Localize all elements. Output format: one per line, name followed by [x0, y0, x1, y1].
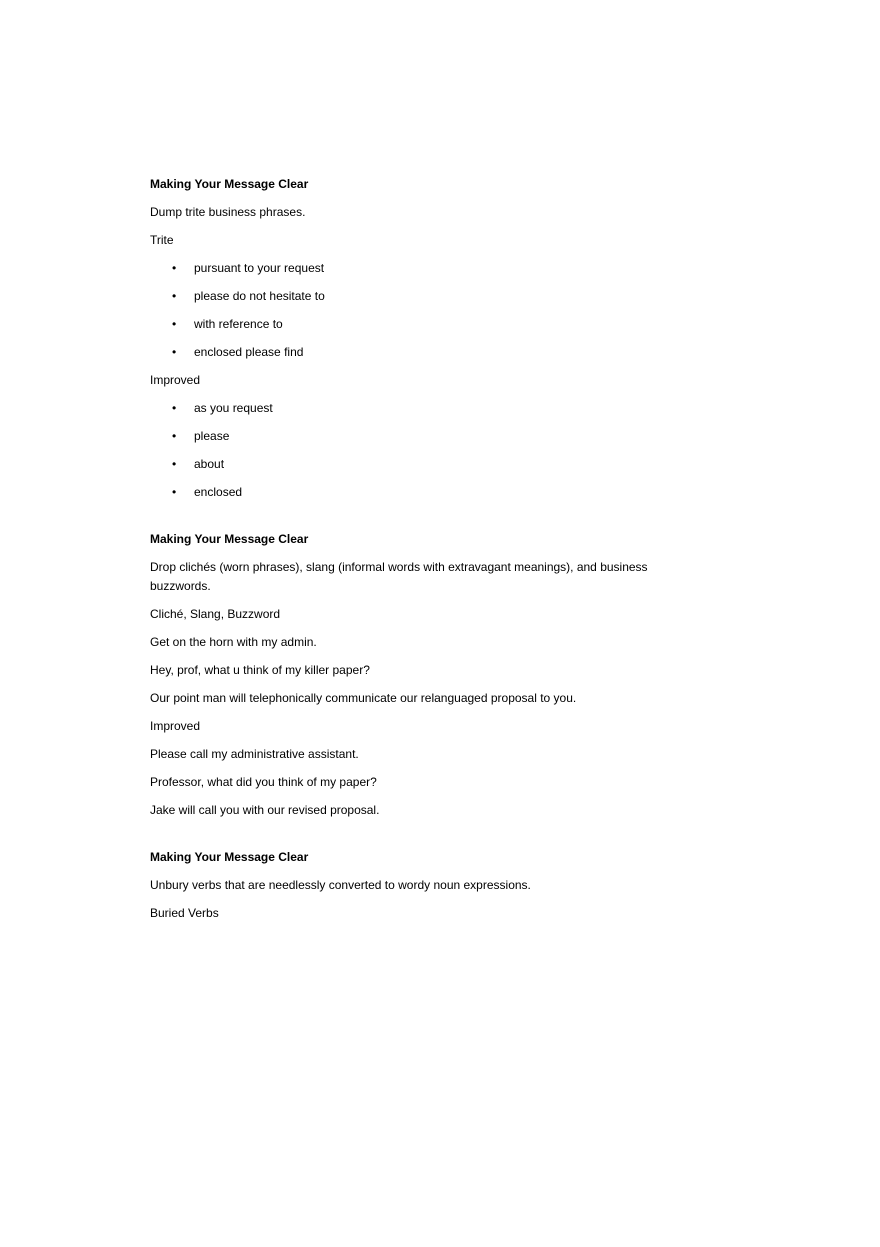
list-item-text: please do not hesitate to	[194, 289, 325, 303]
list-item-text: about	[194, 457, 225, 471]
improved-example-line: Professor, what did you think of my paper?	[150, 775, 377, 789]
list-item-text: please	[194, 429, 230, 443]
section-heading: Making Your Message Clear	[150, 532, 309, 546]
list-item-text: with reference to	[194, 317, 283, 331]
section-heading: Making Your Message Clear	[150, 850, 309, 864]
list-item	[150, 483, 710, 502]
section-trite-phrases	[150, 175, 710, 502]
list-item	[150, 343, 710, 362]
section-cliches-slang	[150, 530, 710, 820]
improved-example-line: Jake will call you with our revised proposal.	[150, 803, 380, 817]
bullet-icon: •	[172, 289, 177, 303]
document-content	[150, 175, 710, 932]
bullet-icon: •	[172, 261, 177, 275]
trite-label: Trite	[150, 233, 174, 247]
section-intro: Dump trite business phrases.	[150, 205, 306, 219]
improved-label: Improved	[150, 373, 201, 387]
list-item	[150, 259, 710, 278]
bullet-icon: •	[172, 429, 177, 443]
bullet-icon: •	[172, 485, 177, 499]
list-item-text: enclosed	[194, 485, 243, 499]
list-item	[150, 399, 710, 418]
bullet-icon: •	[172, 401, 177, 415]
example-line: Get on the horn with my admin.	[150, 635, 317, 649]
list-item-text: enclosed please find	[194, 345, 304, 359]
improved-label: Improved	[150, 719, 201, 733]
buried-verbs-label: Buried Verbs	[150, 906, 219, 920]
list-item	[150, 315, 710, 334]
improved-list	[150, 399, 710, 502]
bullet-icon: •	[172, 317, 177, 331]
list-item	[150, 455, 710, 474]
example-line: Our point man will telephonically communicate our relanguaged proposal to you.	[150, 691, 577, 705]
example-line: Hey, prof, what u think of my killer paper?	[150, 663, 370, 677]
section-buried-verbs	[150, 848, 710, 923]
improved-example-line: Please call my administrative assistant.	[150, 747, 359, 761]
list-item	[150, 427, 710, 446]
section-heading: Making Your Message Clear	[150, 177, 309, 191]
list-item-text: as you request	[194, 401, 273, 415]
bullet-icon: •	[172, 345, 177, 359]
list-item	[150, 287, 710, 306]
section-intro: Drop clichés (worn phrases), slang (informal words with extravagant meanings), and business buzzwords.	[150, 560, 648, 593]
cliche-label: Cliché, Slang, Buzzword	[150, 607, 281, 621]
list-item-text: pursuant to your request	[194, 261, 325, 275]
section-intro: Unbury verbs that are needlessly converted to wordy noun expressions.	[150, 878, 531, 892]
trite-list	[150, 259, 710, 362]
bullet-icon: •	[172, 457, 177, 471]
